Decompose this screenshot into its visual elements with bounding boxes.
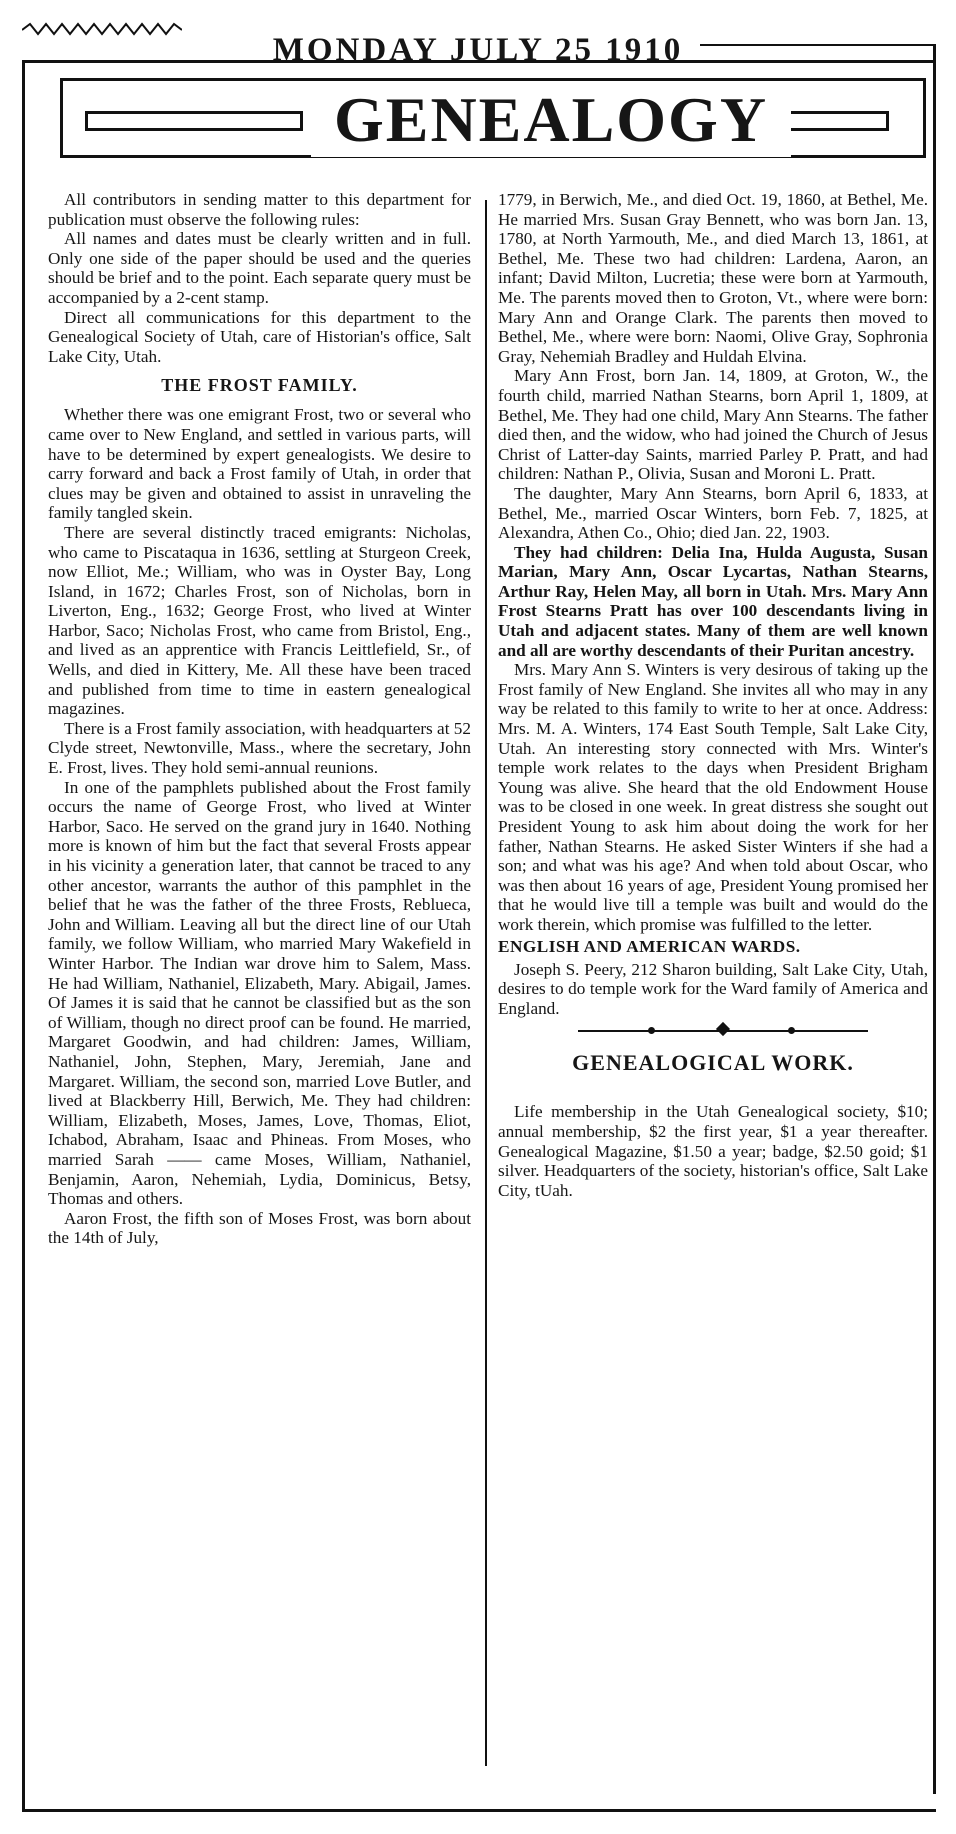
title-banner <box>60 78 926 158</box>
top-rule <box>22 60 936 63</box>
page-title: GENEALOGY <box>311 83 791 157</box>
article-paragraph: They had children: Delia Ina, Hulda Augusta, Susan Marian, Mary Ann, Oscar Lycartas, Nathan Stearns, Arthur Ray, Helen May, all born in Utah. Mrs. Mary Ann Frost Stearns Pratt has over 100 descendants living in Utah and adjacent states. Many of them are well known and all are worthy descendants of their Puritan ancestry. <box>498 542 928 660</box>
article-paragraph: In one of the pamphlets published about the Frost family occurs the name of George Frost, who lived at Winter Harbor, Saco. He served on the grand jury in 1640. Nothing more is known of him but the fact that several Frosts appear in his vicinity a generation later, that cannot be traced to any other ancestor, warrants the author of this pamphlet in the belief that he was the father of the three Frosts, Reblueca, John and William. Leaving all but the direct line of our Utah family, we follow William, who married Mary Wakefield in Winter Harbor. The Indian war drove him to Salem, Mass. He had William, Nathaniel, Elizabeth, Mary. Abigail, James. Of James it is said that he cannot be classified but as the son of William, though no direct proof can be found. He married, Margaret Goodwin, and had children: James, William, Nathaniel, John, Stephen, Mary, Jeremiah, Jane and Margaret. William, the second son, married Love Butler, and lived at Blackberry Hill, Berwich, Me. They had children: William, Elizabeth, Moses, James, Love, Thomas, Eliot, Ichabod, Abraham, Isaac and Phineas. From Moses, who married Sarah —— came Moses, William, Nathaniel, Benjamin, Aaron, Nehemiah, Lydia, Dominicus, Betsy, Thomas and others. <box>48 777 471 1209</box>
bottom-rule <box>22 1809 936 1812</box>
genealogical-work-heading: GENEALOGICAL WORK. <box>572 1050 854 1076</box>
rules-intro: All contributors in sending matter to this department for publication must observe the following rules: <box>48 190 471 229</box>
article-paragraph: Aaron Frost, the fifth son of Moses Frost, was born about the 14th of July, <box>48 1208 471 1248</box>
divider-ornament <box>498 1024 928 1038</box>
dateline: MONDAY JULY 25 1910 <box>272 32 684 68</box>
left-column <box>48 190 471 1248</box>
top-rule-right <box>700 44 936 46</box>
column-divider <box>485 200 487 1766</box>
article-paragraph: Life membership in the Utah Genealogical society, $10; annual membership, $2 the first year, $1 a year thereafter. Genealogical Magazine, $1.50 a year; badge, $2.50 goid; $1 silver. Headquarters of the society, historian's office, Salt Lake City, tUah. <box>498 1102 928 1200</box>
article-paragraph: Mary Ann Frost, born Jan. 14, 1809, at Groton, W., the fourth child, married Nathan Stearns, born April 1, 1809, at Bethel, Me. They had one child, Mary Ann Stearns. The father died then, and the widow, who had joined the Church of Jesus Christ of Latter-day Saints, married Parley P. Pratt, and had children: Nathan P., Olivia, Susan and Moroni L. Pratt. <box>498 366 928 484</box>
article-paragraph: 1779, in Berwich, Me., and died Oct. 19, 1860, at Bethel, Me. He married Mrs. Susan Gray Bennett, who was born Jan. 13, 1780, at North Yarmouth, Me., and died March 13, 1861, at Bethel, Me. These two had children: Lardena, Aaron, an infant; David Milton, Lucretia; these were born at Yarmouth, Me. The parents moved then to Groton, Vt., where were born: Mary Ann and Orange Clark. The parents then moved to Bethel, Me., where were born: Naomi, Olive Gray, Sophronia Gray, Nehemiah Bradley and Huldah Elvina. <box>498 190 928 366</box>
article-paragraph: There are several distinctly traced emigrants: Nicholas, who came to Piscataqua in 1636, settling at Sturgeon Creek, now Elliot, Me.; William, who was in Oyster Bay, Long Island, in 1672; Charles Frost, son of Nicholas, born in Liverton, Eng., 1632; George Frost, who lived at Winter Harbor, Saco; Nicholas Frost, who came from Bristol, Eng., and lived as an apprentice with Francis Leittlefield, Sr., of Wells, and died in Kittery, Me. All these have been traced and published from time to time in eastern genealogical magazines. <box>48 522 471 719</box>
frame-right-rule <box>933 44 936 1794</box>
frame-left-rule <box>22 60 25 1812</box>
article-paragraph: Mrs. Mary Ann S. Winters is very desirous of taking up the Frost family of New England. She invites all who may in any way be related to this family to write to her at once. Address: Mrs. M. A. Winters, 174 East South Temple, Salt Lake City, Utah. An interesting story connected with Mrs. Winter's temple work relates to the days when President Brigham Young was alive. She heard that the old Endowment House was to be closed in one week. In great distress she sought out President Young to ask him about doing the work for her father, Nathan Stearns. He asked Sister Winters if she had a son; and what was his age? And when told about Oscar, who was then about 16 years of age, President Young promised her that he would live till a temple was built and would do the work therein, which promise was fulfilled to the letter. <box>498 660 928 934</box>
banner-bar-left <box>85 111 303 131</box>
right-column <box>498 190 928 1200</box>
article-paragraph: There is a Frost family association, with headquarters at 52 Clyde street, Newtonville, Mass., where the secretary, John E. Frost, lives. They hold semi-annual reunions. <box>48 718 471 778</box>
article-paragraph: The daughter, Mary Ann Stearns, born April 6, 1833, at Bethel, Me., married Oscar Winters, born Feb. 7, 1825, at Alexandra, Athen Co., Ohio; died Jan. 22, 1903. <box>498 483 928 543</box>
rules-text: All names and dates must be clearly written and in full. Only one side of the paper should be used and the queries should be brief and to the point. Each separate query must be accompanied by a 2-cent stamp. <box>48 229 471 307</box>
address-text: Direct all communications for this department to the Genealogical Society of Utah, care of Historian's office, Salt Lake City, Utah. <box>48 307 471 366</box>
article-paragraph: Joseph S. Peery, 212 Sharon building, Salt Lake City, Utah, desires to do temple work for the Ward family of America and England. <box>498 959 928 1018</box>
article-paragraph: Whether there was one emigrant Frost, two or several who came over to New England, and settled in various parts, will have to be determined by expert genealogists. We desire to carry forward and back a Frost family of Utah, in order that clues may be given and obtained to assist in unraveling the family tangled skein. <box>48 405 471 523</box>
frost-family-heading: THE FROST FAMILY. <box>161 375 358 396</box>
wards-heading: ENGLISH AND AMERICAN WARDS. <box>498 936 801 956</box>
